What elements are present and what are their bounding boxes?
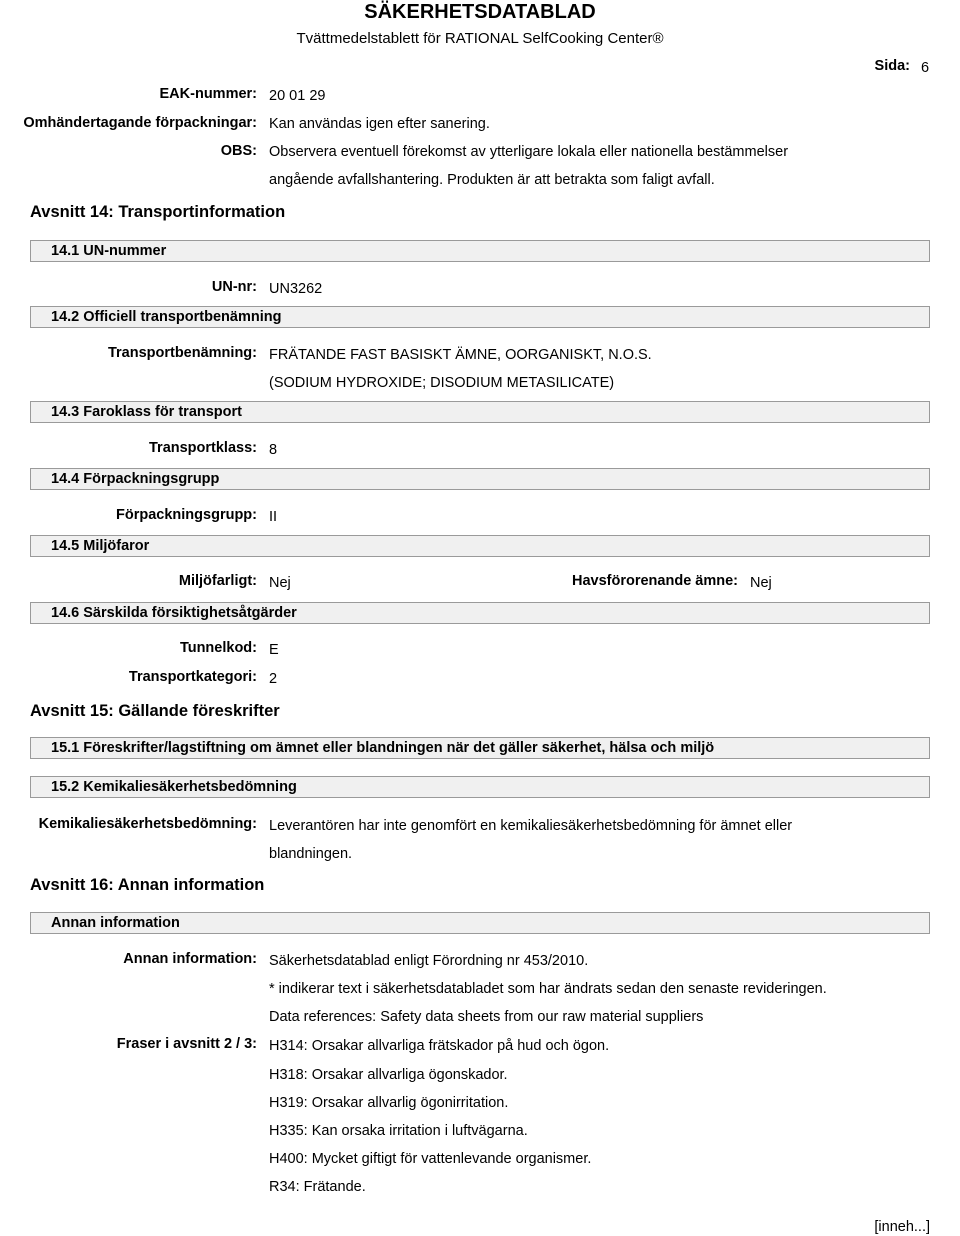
un-value: UN3262 [269, 281, 323, 297]
hazard-phrase: H319: Orsakar allvarlig ögonirritation. [269, 1095, 509, 1111]
hazard-phrase: H335: Kan orsaka irritation i luftvägarna. [269, 1123, 528, 1139]
marine-pollutant-label: Havsförorenande ämne: [572, 573, 738, 589]
section-15-heading: Avsnitt 15: Gällande föreskrifter [30, 702, 280, 720]
subsection-14-5-title: 14.5 Miljöfaror [51, 538, 150, 554]
obs-value-line1: Observera eventuell förekomst av ytterligare lokala eller nationella bestämmelser [269, 144, 789, 160]
transport-name-value-line2: (SODIUM HYDROXIDE; DISODIUM METASILICATE) [269, 375, 615, 391]
transport-class-value: 8 [269, 442, 278, 458]
subsection-15-2-title: 15.2 Kemikaliesäkerhetsbedömning [51, 779, 297, 795]
phrases-label: Fraser i avsnitt 2 / 3: [116, 1036, 257, 1052]
obs-value-line2: angående avfallshantering. Produkten är att betrakta som faligt avfall. [269, 172, 715, 188]
env-hazard-label: Miljöfarligt: [178, 573, 257, 589]
subsection-14-4 [30, 468, 930, 490]
packing-group-value: II [269, 509, 278, 525]
subsection-15-1 [30, 737, 930, 759]
other-information-line: Säkerhetsdatablad enligt Förordning nr 453/2010. [269, 953, 589, 969]
transport-name-label: Transportbenämning: [107, 345, 257, 361]
tunnel-code-value: E [269, 642, 279, 658]
subsection-14-2-title: 14.2 Officiell transportbenämning [51, 309, 282, 325]
other-information-line: * indikerar text i säkerhetsdatabladet som har ändrats sedan den senaste revideringen. [269, 981, 827, 997]
section-14-heading: Avsnitt 14: Transportinformation [30, 203, 286, 221]
document-title: SÄKERHETSDATABLAD [364, 1, 596, 23]
page-label: Sida: [874, 58, 910, 74]
subsection-14-4-title: 14.4 Förpackningsgrupp [51, 471, 220, 487]
subsection-14-2 [30, 306, 930, 328]
page-number: 6 [921, 60, 930, 76]
subsection-15-2 [30, 776, 930, 798]
obs-label: OBS: [220, 143, 257, 159]
chemical-safety-assessment-value-line2: blandningen. [269, 846, 353, 862]
subsection-14-1-title: 14.1 UN-nummer [51, 243, 167, 259]
env-hazard-value: Nej [269, 575, 291, 591]
subsection-14-3-title: 14.3 Faroklass för transport [51, 404, 242, 420]
packaging-label: Omhändertagande förpackningar: [23, 115, 257, 131]
subsection-14-5 [30, 535, 930, 557]
continued-marker: [inneh...] [874, 1219, 930, 1235]
eak-value: 20 01 29 [269, 88, 326, 104]
packing-group-label: Förpackningsgrupp: [116, 507, 257, 523]
hazard-phrase: R34: Frätande. [269, 1179, 366, 1195]
transport-category-label: Transportkategori: [128, 669, 257, 685]
subsection-other-information [30, 912, 930, 934]
un-label: UN-nr: [211, 279, 257, 295]
subsection-14-6 [30, 602, 930, 624]
hazard-phrase: H314: Orsakar allvarliga frätskador på hud och ögon. [269, 1038, 610, 1054]
hazard-phrase: H400: Mycket giftigt för vattenlevande organismer. [269, 1151, 592, 1167]
chemical-safety-assessment-value-line1: Leverantören har inte genomfört en kemikaliesäkerhetsbedömning för ämnet eller [269, 818, 793, 834]
other-information-line: Data references: Safety data sheets from our raw material suppliers [269, 1009, 704, 1025]
transport-category-value: 2 [269, 671, 278, 687]
subsection-other-information-title: Annan information [51, 915, 180, 931]
marine-pollutant-value: Nej [750, 575, 772, 591]
transport-name-value-line1: FRÄTANDE FAST BASISKT ÄMNE, OORGANISKT, N.O.S. [269, 347, 652, 363]
subsection-14-1 [30, 240, 930, 262]
packaging-value: Kan användas igen efter sanering. [269, 116, 490, 132]
subsection-14-3 [30, 401, 930, 423]
eak-label: EAK-nummer: [159, 86, 257, 102]
subsection-14-6-title: 14.6 Särskilda försiktighetsåtgärder [51, 605, 297, 621]
tunnel-code-label: Tunnelkod: [179, 640, 257, 656]
hazard-phrase: H318: Orsakar allvarliga ögonskador. [269, 1067, 508, 1083]
section-16-heading: Avsnitt 16: Annan information [30, 876, 265, 894]
document-subtitle: Tvättmedelstablett för RATIONAL SelfCooking Center® [296, 30, 664, 47]
other-information-label: Annan information: [123, 951, 257, 967]
transport-class-label: Transportklass: [149, 440, 257, 456]
subsection-15-1-title: 15.1 Föreskrifter/lagstiftning om ämnet eller blandningen när det gäller säkerhet, hälsa och miljö [51, 740, 715, 756]
chemical-safety-assessment-label: Kemikaliesäkerhetsbedömning: [38, 816, 257, 832]
